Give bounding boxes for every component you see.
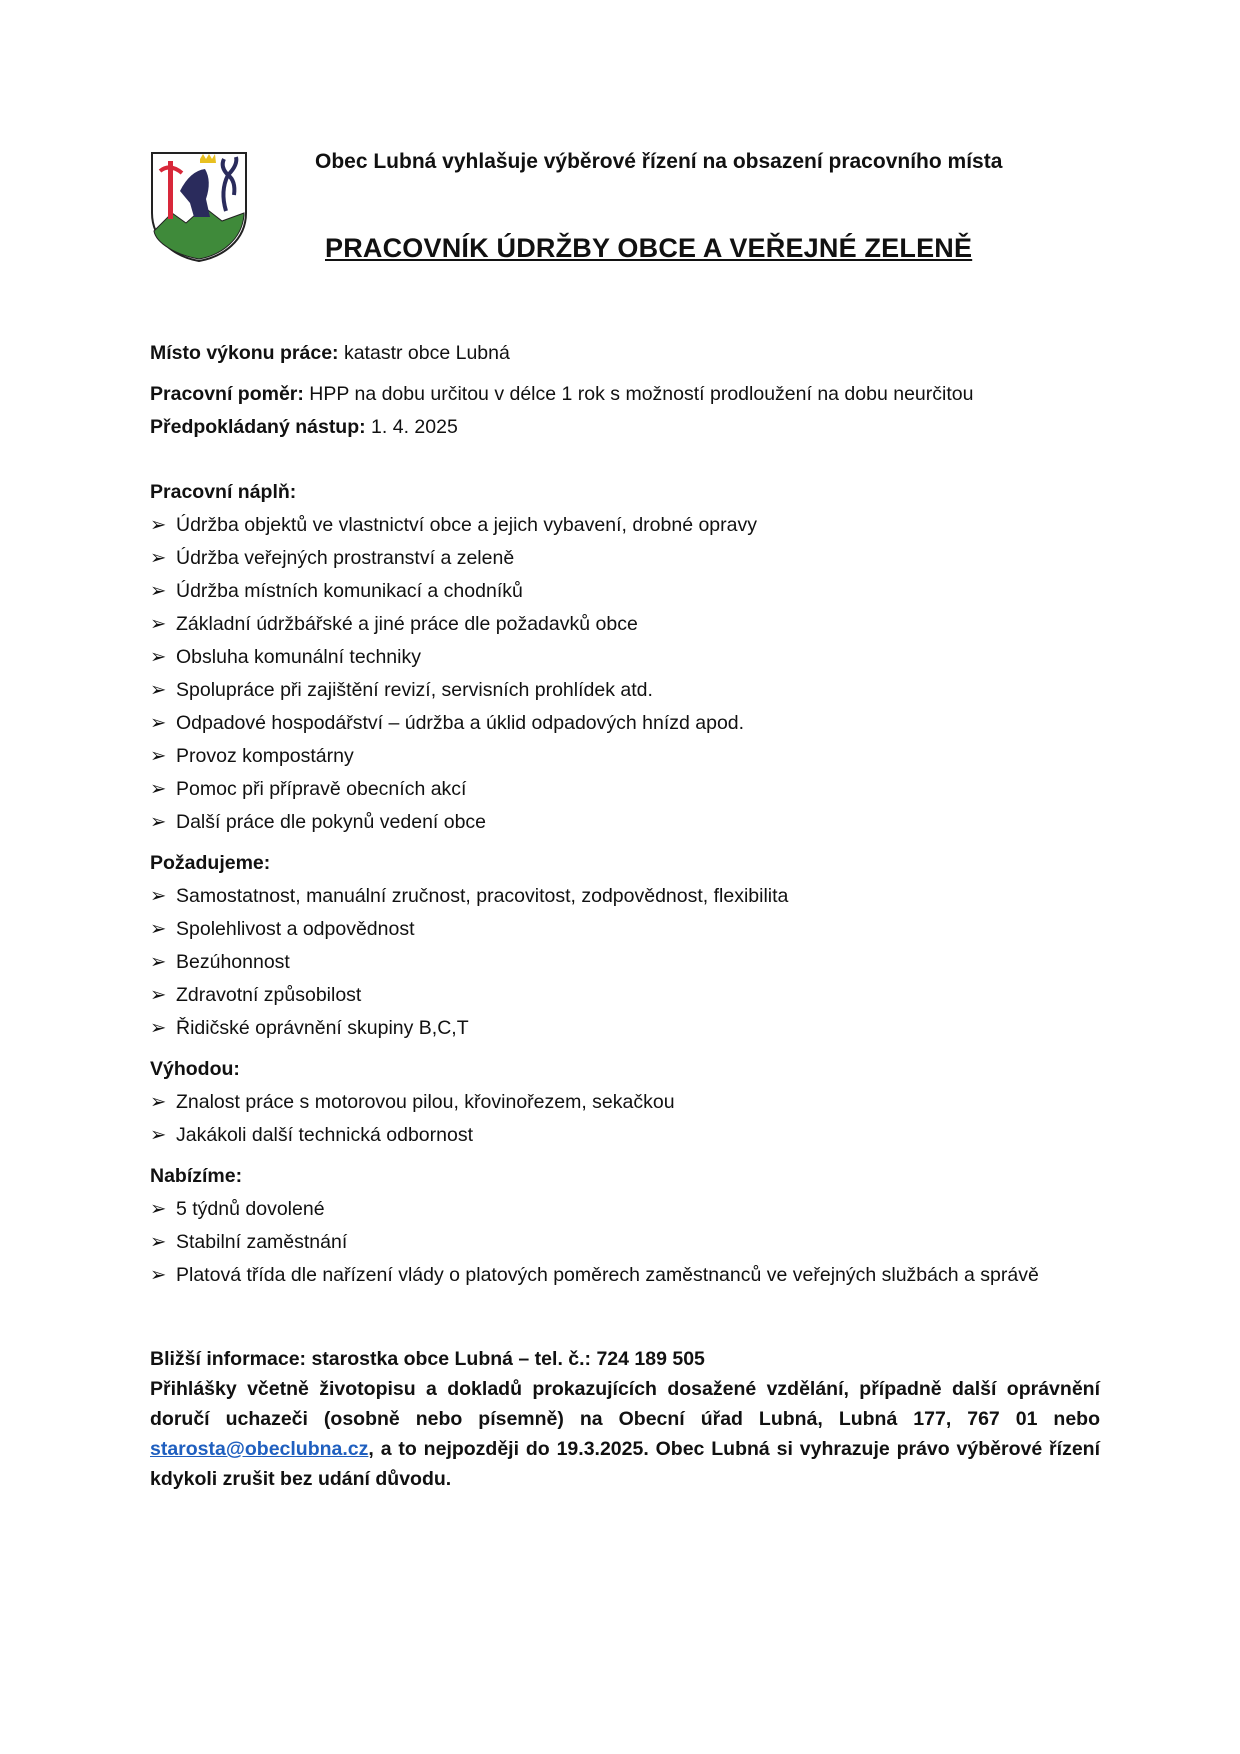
list-item: ➢ Bezúhonnost: [150, 946, 1100, 979]
bullet-arrow-icon: ➢: [150, 613, 167, 635]
contract-value: HPP na dobu určitou v délce 1 rok s možností prodloužení na dobu neurčitou: [303, 383, 974, 405]
list-item: ➢ Stabilní zaměstnání: [150, 1226, 1100, 1259]
list-item: ➢ Zdravotní způsobilost: [150, 979, 1100, 1012]
list-item: ➢ Údržba veřejných prostranství a zeleně: [150, 542, 1100, 575]
advantages-heading: Výhodou:: [150, 1058, 240, 1080]
list-item: ➢ Odpadové hospodářství – údržba a úklid odpadových hnízd apod.: [150, 707, 1100, 740]
announcement-heading: Obec Lubná vyhlašuje výběrové řízení na obsazení pracovního místa: [315, 150, 1003, 173]
employment-type: [150, 378, 1100, 411]
bullet-arrow-icon: ➢: [150, 1264, 167, 1286]
list-item: ➢ Znalost práce s motorovou pilou, křovinořezem, sekačkou: [150, 1086, 1100, 1119]
list-item: ➢ Řidičské oprávnění skupiny B,C,T: [150, 1012, 1100, 1045]
bullet-arrow-icon: ➢: [150, 1017, 167, 1039]
list-item: ➢ Spolupráce při zajištění revizí, servisních prohlídek atd.: [150, 674, 1100, 707]
start-date: [150, 411, 1100, 444]
bullet-arrow-icon: ➢: [150, 951, 167, 973]
bullet-arrow-icon: ➢: [150, 1124, 167, 1146]
bullet-arrow-icon: ➢: [150, 679, 167, 701]
bullet-arrow-icon: ➢: [150, 885, 167, 907]
application-info: Přihlášky včetně životopisu a dokladů prokazujících dosažené vzdělání, případně další oprávnění doručí uchazeči (osobně nebo písemně) na Obecní úřad Lubná, Lubná 177, 767 01 nebo starosta@obeclubna.cz, a to nejpozději do 19.3.2025. Obec Lubná si vyhrazuje právo výběrové řízení kdykoli zrušit bez udání důvodu.: [150, 1378, 1100, 1490]
start-value: 1. 4. 2025: [365, 416, 458, 438]
list-item: ➢ 5 týdnů dovolené: [150, 1193, 1100, 1226]
coat-of-arms-icon: [150, 151, 248, 263]
bullet-arrow-icon: ➢: [150, 1091, 167, 1113]
bullet-arrow-icon: ➢: [150, 811, 167, 833]
bullet-arrow-icon: ➢: [150, 580, 167, 602]
bullet-arrow-icon: ➢: [150, 778, 167, 800]
bullet-arrow-icon: ➢: [150, 918, 167, 940]
bullet-arrow-icon: ➢: [150, 1198, 167, 1220]
duties-list: [150, 509, 1100, 839]
list-item: ➢ Další práce dle pokynů vedení obce: [150, 806, 1100, 839]
bullet-arrow-icon: ➢: [150, 646, 167, 668]
duties-heading: Pracovní náplň:: [150, 481, 297, 503]
list-item: ➢ Spolehlivost a odpovědnost: [150, 913, 1100, 946]
offer-list: [150, 1193, 1100, 1292]
list-item: ➢ Samostatnost, manuální zručnost, pracovitost, zodpovědnost, flexibilita: [150, 880, 1100, 913]
requirements-heading: Požadujeme:: [150, 852, 271, 874]
place-label: Místo výkonu práce:: [150, 342, 339, 364]
bullet-arrow-icon: ➢: [150, 712, 167, 734]
place-value: katastr obce Lubná: [338, 342, 510, 364]
list-item: ➢ Platová třída dle nařízení vlády o platových poměrech zaměstnanců ve veřejných službách a správě: [150, 1259, 1100, 1292]
requirements-list: [150, 880, 1100, 1045]
list-item: ➢ Pomoc při přípravě obecních akcí: [150, 773, 1100, 806]
bullet-arrow-icon: ➢: [150, 1231, 167, 1253]
list-item: ➢ Jakákoli další technická odbornost: [150, 1119, 1100, 1152]
bullet-arrow-icon: ➢: [150, 745, 167, 767]
list-item: ➢ Provoz kompostárny: [150, 740, 1100, 773]
bullet-arrow-icon: ➢: [150, 514, 167, 536]
bullet-arrow-icon: ➢: [150, 547, 167, 569]
list-item: ➢ Obsluha komunální techniky: [150, 641, 1100, 674]
document-body: [150, 337, 1100, 1494]
list-item: ➢ Základní údržbářské a jiné práce dle požadavků obce: [150, 608, 1100, 641]
page-title: PRACOVNÍK ÚDRŽBY OBCE A VEŘEJNÉ ZELENĚ: [325, 233, 973, 263]
contact-info: Bližší informace: starostka obce Lubná – tel. č.: 724 189 505: [150, 1348, 705, 1370]
list-item: ➢ Údržba objektů ve vlastnictví obce a jejich vybavení, drobné opravy: [150, 509, 1100, 542]
bullet-arrow-icon: ➢: [150, 984, 167, 1006]
email-link[interactable]: starosta@obeclubna.cz: [150, 1438, 369, 1460]
list-item: ➢ Údržba místních komunikací a chodníků: [150, 575, 1100, 608]
offer-heading: Nabízíme:: [150, 1165, 243, 1187]
advantages-list: [150, 1086, 1100, 1152]
place-of-work: [150, 337, 1100, 370]
contract-label: Pracovní poměr:: [150, 383, 304, 405]
start-label: Předpokládaný nástup:: [150, 416, 366, 438]
